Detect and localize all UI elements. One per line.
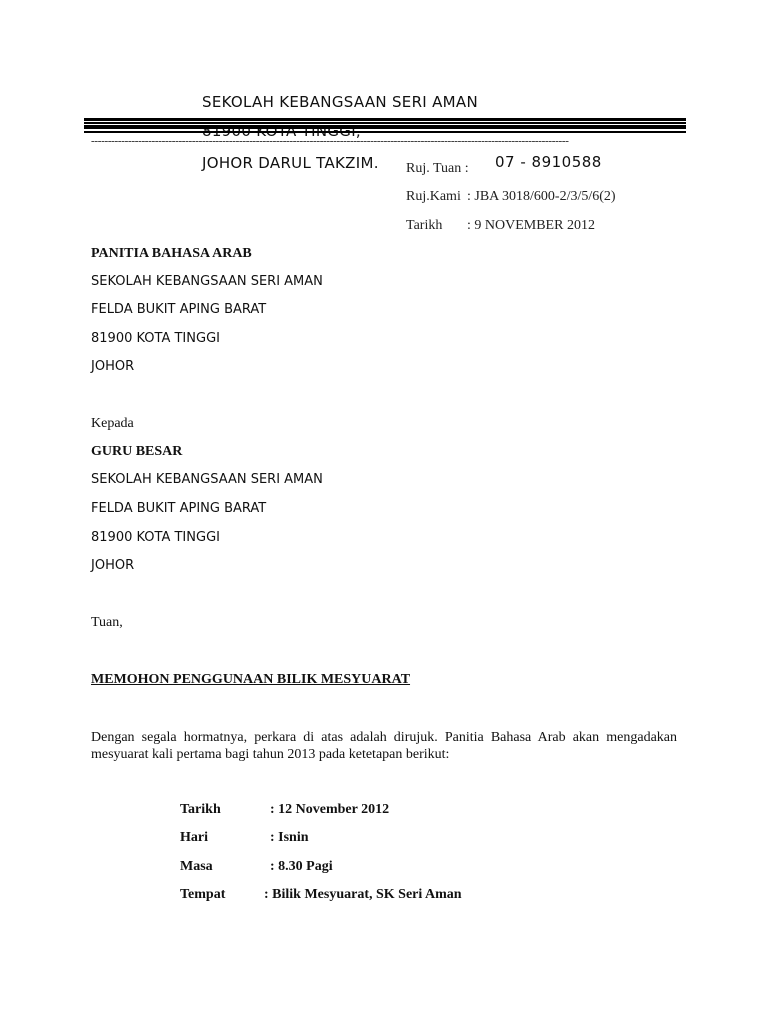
tarikh-label: Tarikh <box>406 218 443 233</box>
sender-line: 81900 KOTA TINGGI <box>91 331 220 346</box>
letterhead-rule-bottom <box>84 131 686 133</box>
tarikh-value: : 9 NOVEMBER 2012 <box>467 218 595 233</box>
school-state-line: JOHOR DARUL TAKZIM. <box>202 154 379 172</box>
ruj-tuan-label: Ruj. Tuan : <box>406 161 469 176</box>
detail-value-tempat: : Bilik Mesyuarat, SK Seri Aman <box>264 887 462 902</box>
detail-value-tarikh: : 12 November 2012 <box>270 802 390 817</box>
detail-value-hari: : Isnin <box>270 830 309 845</box>
school-name: SEKOLAH KEBANGSAAN SERI AMAN <box>202 93 478 111</box>
recipient-line: JOHOR <box>91 558 135 573</box>
detail-value-masa: : 8.30 Pagi <box>270 859 333 874</box>
sender-line: JOHOR <box>91 359 135 374</box>
recipient-line: SEKOLAH KEBANGSAAN SERI AMAN <box>91 472 323 487</box>
letterhead-rule-top <box>84 118 686 121</box>
detail-label-masa: Masa <box>180 859 213 874</box>
detail-label-hari: Hari <box>180 830 208 845</box>
sender-line: FELDA BUKIT APING BARAT <box>91 302 267 317</box>
separator-dashes: ---------------------------------------------------------------------------------------------------------------------------------------------- <box>91 135 569 147</box>
recipient-line: 81900 KOTA TINGGI <box>91 530 220 545</box>
ruj-kami-value: : JBA 3018/600-2/3/5/6(2) <box>467 189 616 204</box>
sender-title: PANITIA BAHASA ARAB <box>91 246 252 261</box>
salutation: Tuan, <box>91 615 123 630</box>
letterhead-rule-2 <box>84 122 686 124</box>
detail-label-tarikh: Tarikh <box>180 802 221 817</box>
kepada-label: Kepada <box>91 416 134 431</box>
recipient-line: FELDA BUKIT APING BARAT <box>91 501 267 516</box>
recipient-title: GURU BESAR <box>91 444 183 459</box>
ruj-kami-label: Ruj.Kami <box>406 189 461 204</box>
subject-heading: MEMOHON PENGGUNAAN BILIK MESYUARAT <box>91 672 411 687</box>
phone-number: 07 - 8910588 <box>495 153 602 171</box>
detail-label-tempat: Tempat <box>180 887 226 902</box>
sender-line: SEKOLAH KEBANGSAAN SERI AMAN <box>91 274 323 289</box>
letterhead-rule-3 <box>84 125 686 129</box>
body-paragraph: Dengan segala hormatnya, perkara di atas adalah dirujuk. Panitia Bahasa Arab akan mengadakan mesyuarat kali pertama bagi tahun 2013 pada ketetapan berikut: <box>91 730 677 762</box>
